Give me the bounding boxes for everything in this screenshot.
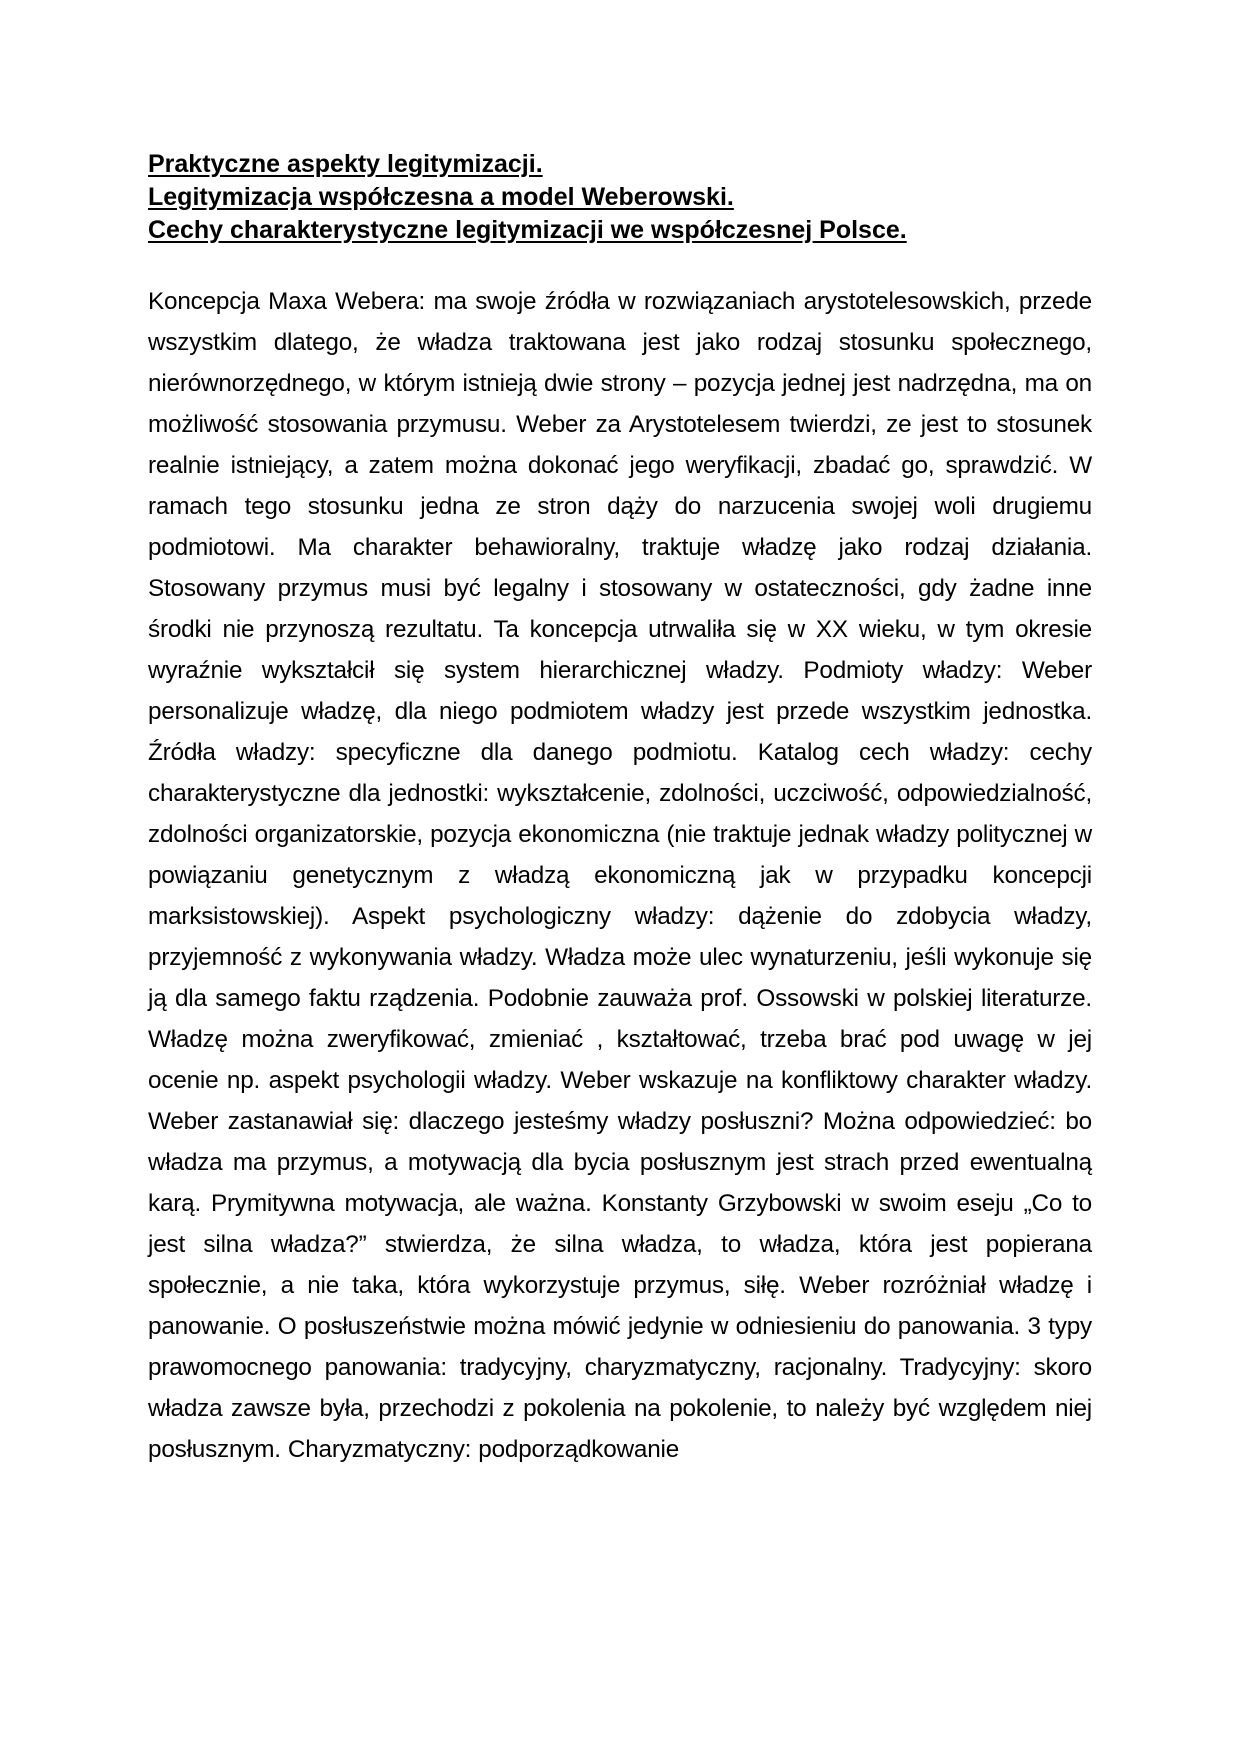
heading-topic: Cechy charakterystyczne legitymizacji we współczesnej Polsce. xyxy=(148,216,907,244)
heading-subtitle: Legitymizacja współczesna a model Weberowski. xyxy=(148,183,734,211)
document-content xyxy=(148,148,1092,1470)
body-paragraph: Koncepcja Maxa Webera: ma swoje źródła w rozwiązaniach arystotelesowskich, przede wszystkim dlatego, że władza traktowana jest jako rodzaj stosunku społecznego, nierównorzędnego, w którym istnieją dwie strony – pozycja jednej jest nadrzędna, ma on możliwość stosowania przymusu. Weber za Arystotelesem twierdzi, ze jest to stosunek realnie istniejący, a zatem można dokonać jego weryfikacji, zbadać go, sprawdzić. W ramach tego stosunku jedna ze stron dąży do narzucenia swojej woli drugiemu podmiotowi. Ma charakter behawioralny, traktuje władzę jako rodzaj działania. Stosowany przymus musi być legalny i stosowany w ostateczności, gdy żadne inne środki nie przynoszą rezultatu. Ta koncepcja utrwaliła się w XX wieku, w tym okresie wyraźnie wykształcił się system hierarchicznej władzy. Podmioty władzy: Weber personalizuje władzę, dla niego podmiotem władzy jest przede wszystkim jednostka. Źródła władzy: specyficzne dla danego podmiotu. Katalog cech władzy: cechy charakterystyczne dla jednostki: wykształcenie, zdolności, uczciwość, odpowiedzialność, zdolności organizatorskie, pozycja ekonomiczna (nie traktuje jednak władzy politycznej w powiązaniu genetycznym z władzą ekonomiczną jak w przypadku koncepcji marksistowskiej). Aspekt psychologiczny władzy: dążenie do zdobycia władzy, przyjemność z wykonywania władzy. Władza może ulec wynaturzeniu, jeśli wykonuje się ją dla samego faktu rządzenia. Podobnie zauważa prof. Ossowski w polskiej literaturze. Władzę można zweryfikować, zmieniać , kształtować, trzeba brać pod uwagę w jej ocenie np. aspekt psychologii władzy. Weber wskazuje na konfliktowy charakter władzy. Weber zastanawiał się: dlaczego jesteśmy władzy posłuszni? Można odpowiedzieć: bo władza ma przymus, a motywacją dla bycia posłusznym jest strach przed ewentualną karą. Prymitywna motywacja, ale ważna. Konstanty Grzybowski w swoim eseju „Co to jest silna władza?” stwierdza, że silna władza, to władza, która jest popierana społecznie, a nie taka, która wykorzystuje przymus, siłę. Weber rozróżniał władzę i panowanie. O posłuszeństwie można mówić jedynie w odniesieniu do panowania. 3 typy prawomocnego panowania: tradycyjny, charyzmatyczny, racjonalny. Tradycyjny: skoro władza zawsze była, przechodzi z pokolenia na pokolenie, to należy być względem niej posłusznym. Charyzmatyczny: podporządkowanie xyxy=(148,288,1092,1463)
heading-title: Praktyczne aspekty legitymizacji. xyxy=(148,150,543,178)
